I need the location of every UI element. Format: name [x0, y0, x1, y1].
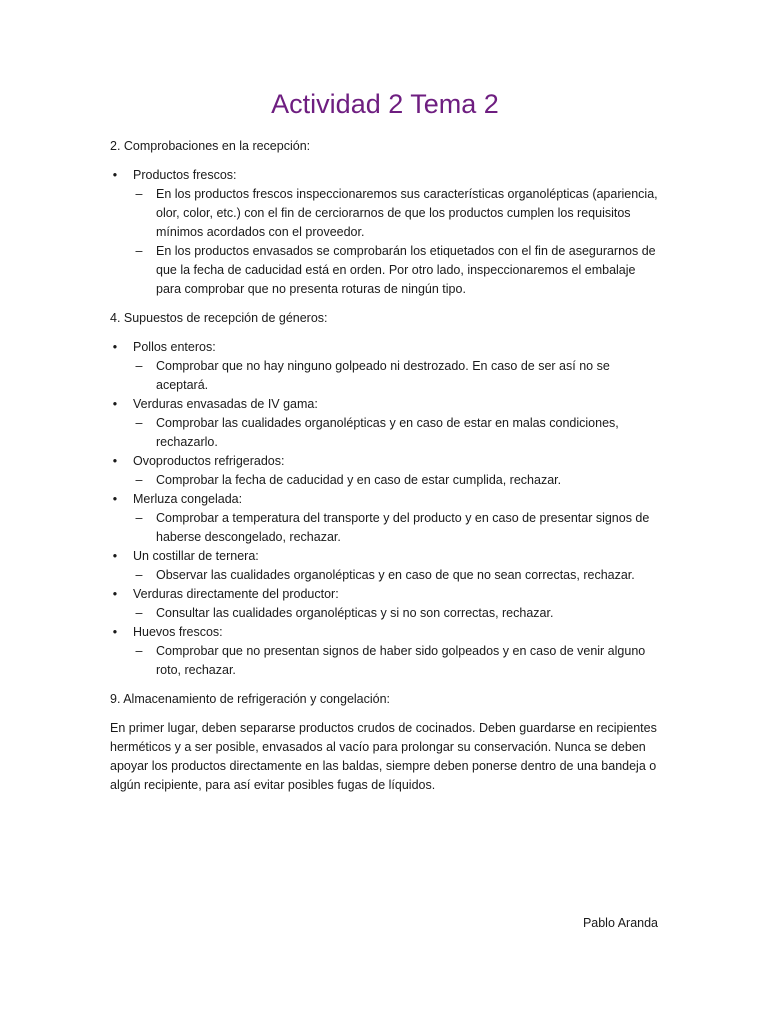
sublist-item-text: En los productos envasados se comprobarán los etiquetados con el fin de asegurarnos de que la fecha de caducidad está en orden. Por otro lado, inspeccionaremos el embalaje para comprobar que no presenta roturas de ningún tipo. — [156, 244, 656, 296]
sublist-item — [133, 242, 660, 299]
sublist — [133, 471, 660, 490]
sublist-item — [133, 357, 660, 395]
list-item — [110, 490, 660, 547]
sublist-item-text: Observar las cualidades organolépticas y en caso de que no sean correctas, rechazar. — [156, 568, 635, 582]
list-item — [110, 623, 660, 680]
bullet-icon: • — [112, 397, 118, 411]
bullet-icon: • — [112, 454, 118, 468]
document-title: Actividad 2 Tema 2 — [271, 89, 499, 119]
sublist-item-text: Comprobar que no presentan signos de haber sido golpeados y en caso de venir alguno roto, rechazar. — [156, 644, 646, 677]
list-item-label: Verduras envasadas de IV gama: — [133, 397, 318, 411]
list-item-label: Verduras directamente del productor: — [133, 587, 339, 601]
dash-icon: – — [135, 416, 143, 430]
section-heading-supuestos: 4. Supuestos de recepción de géneros: — [110, 311, 328, 325]
list-item — [110, 166, 660, 299]
list-item — [110, 547, 660, 585]
sublist — [133, 414, 660, 452]
dash-icon: – — [135, 511, 143, 525]
section-heading-almacenamiento: 9. Almacenamiento de refrigeración y congelación: — [110, 692, 391, 706]
list-item — [110, 338, 660, 395]
sublist-item-text: Comprobar que no hay ninguno golpeado ni destrozado. En caso de ser así no se aceptará. — [156, 359, 610, 392]
bullet-icon: • — [112, 587, 118, 601]
list-item-label: Pollos enteros: — [133, 340, 216, 354]
bullet-icon: • — [112, 168, 118, 182]
list-item-label: Merluza congelada: — [133, 492, 243, 506]
sublist-item-text: Comprobar la fecha de caducidad y en caso de estar cumplida, rechazar. — [156, 473, 562, 487]
document-page — [110, 84, 660, 795]
bullet-icon: • — [112, 340, 118, 354]
sublist — [133, 642, 660, 680]
list-item-label: Un costillar de ternera: — [133, 549, 259, 563]
bullet-icon: • — [112, 549, 118, 563]
bullet-icon: • — [112, 492, 118, 506]
dash-icon: – — [135, 606, 143, 620]
sublist-item — [133, 471, 660, 490]
sublist-item — [133, 509, 660, 547]
dash-icon: – — [135, 473, 143, 487]
sublist — [133, 357, 660, 395]
body-paragraph: En primer lugar, deben separarse productos crudos de cocinados. Deben guardarse en recipientes herméticos y a ser posible, envasados al vacío para prolongar su conservación. Nunca se deben apoyar los productos directamente en las baldas, siempre deben ponerse dentro de una bandeja o algún recipiente, para así evitar posibles fugas de líquidos. — [110, 721, 657, 792]
sublist — [133, 185, 660, 299]
dash-icon: – — [135, 568, 143, 582]
dash-icon: – — [135, 359, 143, 373]
sublist-item — [133, 604, 660, 623]
sublist-item — [133, 185, 660, 242]
sublist — [133, 509, 660, 547]
sublist-item-text: Comprobar a temperatura del transporte y del producto y en caso de presentar signos de haberse descongelado, rechazar. — [156, 511, 650, 544]
list-comprobaciones — [110, 166, 660, 299]
sublist-item-text: Consultar las cualidades organolépticas y si no son correctas, rechazar. — [156, 606, 554, 620]
sublist-item — [133, 566, 660, 585]
bullet-icon: • — [112, 625, 118, 639]
list-item-label: Productos frescos: — [133, 168, 237, 182]
author-name: Pablo Aranda — [582, 916, 658, 930]
list-item — [110, 395, 660, 452]
sublist-item — [133, 414, 660, 452]
dash-icon: – — [135, 644, 143, 658]
sublist — [133, 566, 660, 585]
dash-icon: – — [135, 244, 143, 258]
list-item-label: Huevos frescos: — [133, 625, 223, 639]
list-supuestos — [110, 338, 660, 680]
sublist-item-text: Comprobar las cualidades organolépticas y en caso de estar en malas condiciones, rechazarlo. — [156, 416, 619, 449]
list-item-label: Ovoproductos refrigerados: — [133, 454, 285, 468]
section-heading-comprobaciones: 2. Comprobaciones en la recepción: — [110, 139, 311, 153]
dash-icon: – — [135, 187, 143, 201]
list-item — [110, 452, 660, 490]
sublist-item — [133, 642, 660, 680]
sublist — [133, 604, 660, 623]
list-item — [110, 585, 660, 623]
sublist-item-text: En los productos frescos inspeccionaremos sus características organolépticas (apariencia, olor, color, etc.) con el fin de cerciorarnos de que los productos cumplen los requisitos mínimos acordados con el proveedor. — [156, 187, 658, 239]
